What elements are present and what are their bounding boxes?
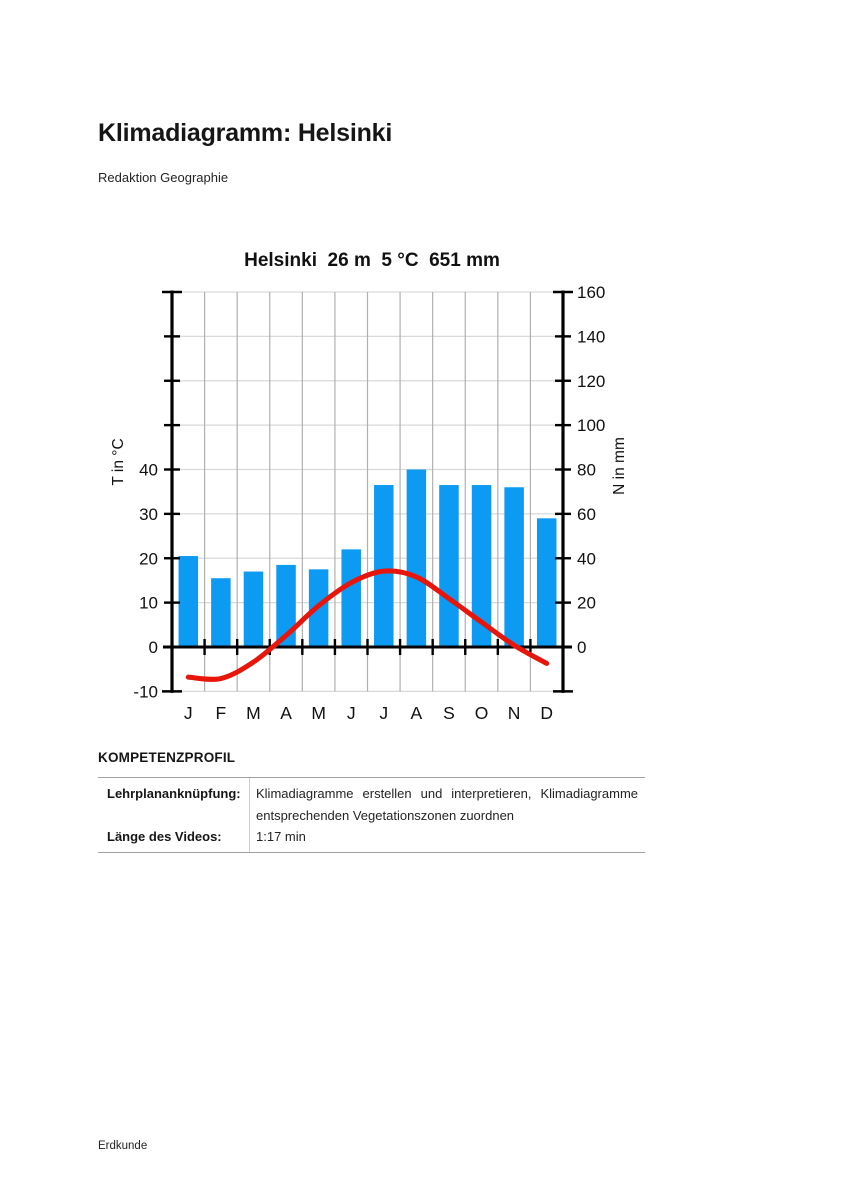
table-grid [98,778,645,852]
precipitation-bar [341,549,361,647]
right-axis-tick-label: 120 [577,371,606,391]
precipitation-bar [374,485,394,647]
left-axis-tick-label: 40 [139,460,158,480]
left-axis-tick-label: -10 [133,682,158,702]
left-axis-tick-label: 30 [139,504,158,524]
month-label: J [183,703,193,723]
right-axis-tick-label: 20 [577,593,596,613]
month-label: A [410,703,423,723]
precipitation-bar [407,470,427,648]
month-label: O [474,703,489,723]
left-axis-tick-label: 10 [139,593,158,613]
kompetenzprofil-table [98,777,645,853]
right-axis-tick-label: 100 [577,416,606,436]
precipitation-bar [504,487,524,647]
table-row-value: Klimadiagramme erstellen und interpretieren, Klimadiagramme entsprechenden Vegetationszonen zuordnen [256,786,638,823]
right-axis-tick-label: 0 [577,638,587,657]
right-axis-title: N in mm [611,437,628,495]
precipitation-bar [244,572,263,647]
left-axis-tick-label: 0 [148,638,158,657]
month-label: S [443,703,455,723]
month-label: J [346,703,356,723]
page-footer: Erdkunde [98,1140,148,1152]
right-axis-tick-label: 80 [577,460,596,480]
page-title: Klimadiagramm: Helsinki [98,119,393,147]
right-axis-tick-label: 160 [577,283,606,302]
table-row-label: Lehrplananknüpfung: [107,786,241,801]
month-label: M [246,703,261,723]
table-row-value: 1:17 min [256,829,306,844]
chart-title: Helsinki 26 m 5 °C 651 mm [244,250,500,271]
month-label: N [507,703,521,723]
right-axis-tick-label: 140 [577,327,606,347]
climate-chart [100,230,645,735]
table-column-divider [249,778,250,852]
month-label: M [311,703,326,723]
precipitation-bar [179,556,199,647]
climate-chart-svg [100,230,645,735]
precipitation-bar [439,485,459,647]
page-subtitle: Redaktion Geographie [98,170,229,185]
left-axis-title: T in °C [110,438,127,486]
month-label: F [215,703,227,723]
month-label: A [280,703,292,723]
table-row-label: Länge des Videos: [107,829,222,844]
precipitation-bar [537,518,557,647]
right-axis-tick-label: 60 [577,504,596,524]
month-label: J [379,703,389,723]
right-axis-tick-label: 40 [577,549,596,569]
kompetenzprofil-heading: KOMPETENZPROFIL [98,750,236,765]
precipitation-bar [211,578,231,647]
left-axis-tick-label: 20 [139,549,158,569]
month-label: D [540,703,554,723]
